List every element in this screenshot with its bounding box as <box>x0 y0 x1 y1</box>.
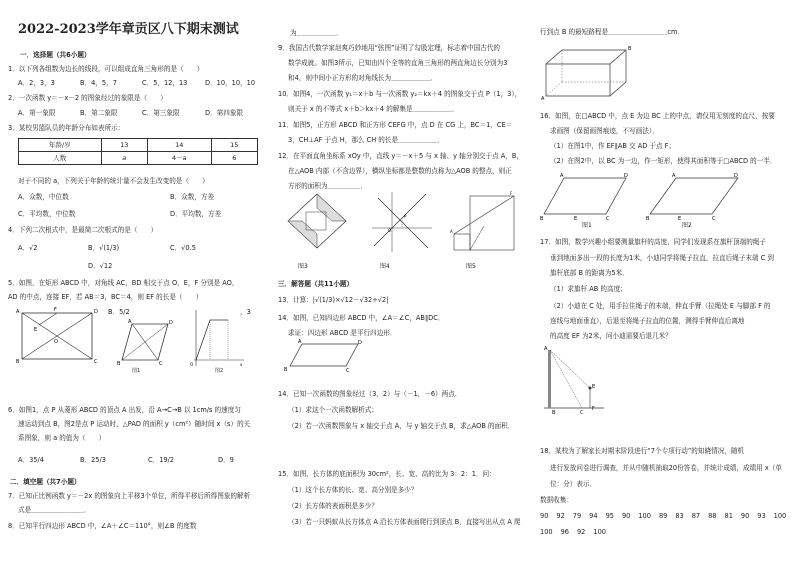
cuboid-figure <box>540 44 636 100</box>
q19-stem-3: 位：分）表示． <box>550 480 597 488</box>
q6-stem-2: 速运动到点 B，图2是点 P 运动时，△PAD 的面积 y（cm²）随时间 x（s）的关 <box>18 420 251 428</box>
svg-text:P: P <box>404 214 407 219</box>
svg-text:F: F <box>54 307 57 313</box>
q4-opt-b: B．√(1/3) <box>88 244 120 252</box>
q2-opt-d: D．第四象限 <box>205 109 244 117</box>
fig5-squares-figure <box>450 188 518 256</box>
table-cell: 年龄/岁 <box>19 139 102 152</box>
q7-stem-2: 式是＿＿＿＿＿＿＿＿． <box>18 506 91 514</box>
q6-stem-1: 6．如图1，点 P 从菱形 ABCD 的顶点 A 出发，沿 A→C→B 以 1cm/s 的速度匀 <box>8 406 241 414</box>
q17-fig1-caption: 图1 <box>582 222 592 229</box>
data-value: 88 <box>708 512 717 520</box>
q16-end: 行到点 B 的最短路程是＿＿＿＿＿＿＿＿＿cm． <box>540 28 685 36</box>
q2-opt-a: A．第一象限 <box>18 109 56 117</box>
age-table <box>18 138 258 165</box>
svg-text:B: B <box>16 359 20 365</box>
q19-stem-1: 18．某校为了解家长对期末阶段进行“7个专项行动”的知晓情况，随机 <box>540 447 745 455</box>
q3-opt-d: D．平均数，方差 <box>170 210 222 218</box>
fig3-caption: 图3 <box>298 263 308 270</box>
svg-text:B: B <box>646 216 650 222</box>
fig3-string-figure <box>284 190 350 252</box>
data-value: 81 <box>724 512 733 520</box>
fig4-lines-figure <box>368 188 436 256</box>
svg-text:B: B <box>117 361 121 367</box>
data-value: 100 <box>773 512 787 520</box>
data-value: 92 <box>556 512 565 520</box>
q5-rectangle-figure <box>14 305 102 369</box>
q7-stem-1: 7．已知正比例函数 y＝－2x 的图象向上平移3个单位，所得平移后所得图象的解析 <box>8 492 251 500</box>
q17-fig1-parallelogram <box>540 170 630 224</box>
q10-stem-1: 10．如图4，一次函数 y₁＝x＋b 与一次函数 y₂＝kx＋4 的图象交于点 P（1，3）， <box>278 90 522 98</box>
q18-stem-3: 旗杆底部 B 的距离为5米． <box>550 269 629 277</box>
svg-text:A: A <box>450 229 453 234</box>
svg-text:E: E <box>34 327 38 333</box>
q18-part-2b: 连线与地面垂直），后退至将绳子拉直的位置，测得手臂伸直后离地 <box>550 317 745 325</box>
q3-stem: 3．某校男篮队员的年龄分布如表所示： <box>8 124 125 132</box>
svg-text:C: C <box>606 216 610 222</box>
fig5-caption: 图5 <box>466 263 476 270</box>
table-row <box>19 152 258 165</box>
table-cell: 14 <box>148 139 212 152</box>
q5-stem-2: AD 的中点，连接 EF，若 AB＝3，BC＝4，则 EF 的长是（ ） <box>8 293 203 301</box>
svg-text:C: C <box>580 410 584 416</box>
svg-text:E: E <box>592 384 596 390</box>
q17-fig2-parallelogram <box>646 170 742 224</box>
data-value: 83 <box>675 512 684 520</box>
q9-stem-1: 9．我国古代数学家赵爽巧妙地用“弦图”证明了勾股定理，标志着中国古代的 <box>278 44 501 52</box>
svg-text:A: A <box>128 319 132 325</box>
table-cell: 13 <box>101 139 147 152</box>
q6-stem-3: 系图象，则 a 的值为（ ） <box>18 434 106 442</box>
svg-text:C: C <box>346 368 350 374</box>
q14-parallelogram-figure <box>284 338 364 374</box>
svg-text:F: F <box>510 191 513 196</box>
q6-opt-a: A．35/4 <box>18 456 44 464</box>
q2-opt-b: B．第二象限 <box>80 109 118 117</box>
svg-text:D: D <box>624 173 628 179</box>
q18-stem-1: 17．如图，数学兴趣小组要测量旗杆的高度，同学们发现系在旗杆顶端的绳子 <box>540 238 766 246</box>
q16-part-1: （1）这个长方体的长、宽、高分别是多少？ <box>288 486 418 494</box>
q14-stem-2: 求证：四边形 ABCD 是平行四边形． <box>288 329 397 337</box>
data-value: 100 <box>638 512 651 520</box>
q15-part-2: （2）若一次函数图象与 x 轴交于点 A，与 y 轴交于点 B，求△AOB 的面积． <box>288 422 515 430</box>
svg-text:D: D <box>169 320 173 326</box>
svg-text:D: D <box>94 309 98 315</box>
column-left <box>0 0 265 562</box>
q16-stem-1: 15．如图，长方体的底面积为 30cm²，长、宽、高的比为 3：2：1．问： <box>278 470 496 478</box>
fig4-caption: 图4 <box>380 263 390 270</box>
q9-stem-2: 数学成就。如图3所示，已知由四个全等的直角三角形的两直角边长分别为3 <box>288 59 508 67</box>
q8-stem: 8．已知平行四边形 ABCD 中，∠A＋∠C＝110°，则∠B 的度数 <box>8 522 197 530</box>
data-value: 90 <box>740 512 750 520</box>
q9-stem-3: 和4，则中间小正方形的对角线长为＿＿＿＿＿＿． <box>288 74 438 82</box>
data-value: 100 <box>540 528 553 536</box>
svg-text:A: A <box>672 173 676 179</box>
svg-text:A: A <box>544 346 548 352</box>
data-value: 95 <box>605 512 614 520</box>
svg-text:x: x <box>240 362 243 367</box>
q3-opt-c: C．平均数，中位数 <box>18 210 76 218</box>
q1-opt-b: B．4，5，7 <box>80 79 117 87</box>
page-title: 2022-2023学年章贡区八下期末测试 <box>18 22 239 37</box>
q12-stem-2: 在△AOB 内部（不含边界），横纵坐标都是整数的点称为△AOB 的整点，则正 <box>288 167 512 175</box>
q4-opt-a: A．√2 <box>18 244 38 252</box>
q15-part-1: （1）求这个一次函数解析式； <box>288 406 378 414</box>
q17-fig2-caption: 图2 <box>682 222 692 229</box>
q11-stem-1: 11．如图5，正方形 ABCD 和正方形 CEFG 中，点 D 在 CG 上，BC＝1，CE＝ <box>278 121 513 129</box>
svg-text:O: O <box>190 362 194 367</box>
section-choice: 一．选择题（共6小题） <box>20 51 91 59</box>
q2-stem: 2．一次函数 y＝－x－2 的图象经过的象限是（ ） <box>8 94 167 102</box>
svg-text:O: O <box>54 339 58 345</box>
data-value: 93 <box>757 512 766 520</box>
svg-text:A: A <box>560 173 564 179</box>
flagpole-figure <box>542 344 612 416</box>
svg-text:F: F <box>592 406 595 412</box>
q2-opt-c: C．第三象限 <box>142 109 180 117</box>
data-value: 96 <box>560 528 569 536</box>
svg-text:C: C <box>159 361 163 367</box>
q13-stem: 13．计算：|√(1/3)×√12－√32÷√2| <box>278 296 389 304</box>
data-value: 94 <box>589 512 598 520</box>
q4-opt-c: C．√0.5 <box>170 244 196 252</box>
q17-stem-1: 16．如图，在□ABCD 中，点 E 为边 BC 上的中点，请仅用无刻度的直尺，按要 <box>540 112 775 120</box>
q4-stem: 4．下列二次根式中，是最简二次根式的是（ ） <box>8 226 158 234</box>
q15-stem-1: 14．已知一次函数的图象经过（3，2）与（－1，－6）两点． <box>278 390 462 398</box>
q6-graph-figure <box>188 308 246 370</box>
fig-caption-2: 图2 <box>215 368 224 374</box>
q17-part-2: （2）在图2中，以 BC 为一边，作一矩形，使得其面积等于□ABCD 的一半． <box>550 157 777 165</box>
q3-question: 对于不同的 a，下列关于年龄的统计量不会发生改变的是（ ） <box>18 177 209 185</box>
table-cell: a <box>101 152 147 165</box>
q14-stem-1: 14．如图，已知四边形 ABCD 中，∠A＝∠C，AB∥DC． <box>278 314 445 322</box>
svg-text:C: C <box>94 359 98 365</box>
svg-text:D: D <box>358 340 362 346</box>
q5-option-b: B．5/2 <box>108 308 130 316</box>
q18-part-2c: 的高度 EF 为2米，问小迪需要后退几米？ <box>550 332 672 340</box>
q18-part-1: （1）求旗杆 AB 的高度； <box>550 285 627 293</box>
q16-part-3: （3）若一只蚂蚁从长方体点 A 沿长方体表面爬行到顶点 B，直接写出从点 A 爬 <box>288 518 521 526</box>
q3-opt-b: B．众数，方差 <box>170 193 215 201</box>
data-value: 79 <box>572 512 582 520</box>
q3-opt-a: A．众数，中位数 <box>18 193 69 201</box>
q1-stem: 1．以下列各组数为边长的线段，可以组成直角三角形的是（ ） <box>8 65 204 73</box>
data-value: 92 <box>576 528 586 536</box>
data-value: 87 <box>691 512 701 520</box>
q1-opt-d: D．10，10，10 <box>205 79 256 87</box>
data-value: 90 <box>621 512 631 520</box>
q10-stem-2: 则关于 x 的不等式 x＋b＞kx＋4 的解集是＿＿＿＿＿＿． <box>288 105 459 113</box>
svg-text:E: E <box>574 216 578 222</box>
table-cell: 人数 <box>19 152 102 165</box>
svg-text:D: D <box>734 173 738 179</box>
q5-option-c: ，3 <box>240 308 251 316</box>
svg-text:C: C <box>712 216 716 222</box>
column-middle <box>270 0 528 562</box>
q11-stem-2: 3，CH⊥AF 于点 H，那么 CH 的长是＿＿＿＿＿＿． <box>288 136 445 144</box>
q1-opt-a: A．2，3，3 <box>18 79 55 87</box>
data-row-2 <box>540 528 606 536</box>
table-cell: 15 <box>211 139 257 152</box>
q8-end: 为＿＿＿＿＿＿． <box>290 29 343 37</box>
q1-opt-c: C．5，12，13 <box>142 79 188 87</box>
q16-part-2: （2）长方体的表面积是多少？ <box>288 502 378 510</box>
svg-text:B: B <box>552 410 556 416</box>
section-fill: 二．填空题（共7小题） <box>10 478 81 486</box>
q18-part-2: （2）小迪在 C 处，用手拉住绳子的末端，伸直手臂（拉绳处 E 与脚部 F 的 <box>550 302 771 310</box>
svg-text:B: B <box>284 367 288 373</box>
svg-text:A: A <box>541 96 545 100</box>
q19-stem-2: 进行发放问卷进行调查，并从中随机抽取20份答卷，并统计成绩，成绩用 x（单 <box>550 464 782 472</box>
section-solve: 三．解答题（共11小题） <box>278 280 354 288</box>
svg-text:B: B <box>540 216 544 222</box>
data-row-1 <box>540 512 786 520</box>
svg-text:O: O <box>388 228 392 233</box>
table-row <box>19 139 258 152</box>
q17-part-1: （1）在图1中，作 EF∥AB 交 AD 于点 F； <box>550 142 676 150</box>
data-value: 100 <box>593 528 606 536</box>
q5-stem-1: 5．如图，在矩形 ABCD 中，对角线 AC，BD 相交于点 O，E，F 分别是 AO， <box>8 279 239 287</box>
q6-rhombus-figure <box>114 318 176 370</box>
table-cell: 4－a <box>148 152 212 165</box>
q19-data-label: 数据收集： <box>540 496 573 504</box>
svg-text:A: A <box>16 309 20 315</box>
svg-text:A: A <box>298 339 302 345</box>
svg-text:E: E <box>678 216 682 222</box>
q4-opt-d: D．√12 <box>88 262 113 270</box>
q6-opt-b: B．25/3 <box>80 456 106 464</box>
data-value: 90 <box>540 512 549 520</box>
data-value: 89 <box>658 512 668 520</box>
q18-stem-2: 垂到地面多出一段的长度为1米，小迪同学将绳子拉直，拉直后绳子末端 C 到 <box>550 254 774 262</box>
q6-opt-d: D．9 <box>218 456 234 464</box>
q17-stem-2: 求画图（保留画图痕迹，不写画法）． <box>550 127 659 135</box>
column-right <box>532 0 794 562</box>
q12-stem-3: 方形的面积为＿＿＿＿＿． <box>288 182 368 190</box>
q6-opt-c: C．19/2 <box>148 456 175 464</box>
svg-text:B: B <box>628 46 632 52</box>
table-cell: 6 <box>211 152 257 165</box>
fig-caption-1: 图1 <box>132 368 141 374</box>
q12-stem-1: 12．在平面直角坐标系 xOy 中，直线 y＝－x＋5 与 x 轴、y 轴分别交于点 A，B， <box>278 152 524 160</box>
